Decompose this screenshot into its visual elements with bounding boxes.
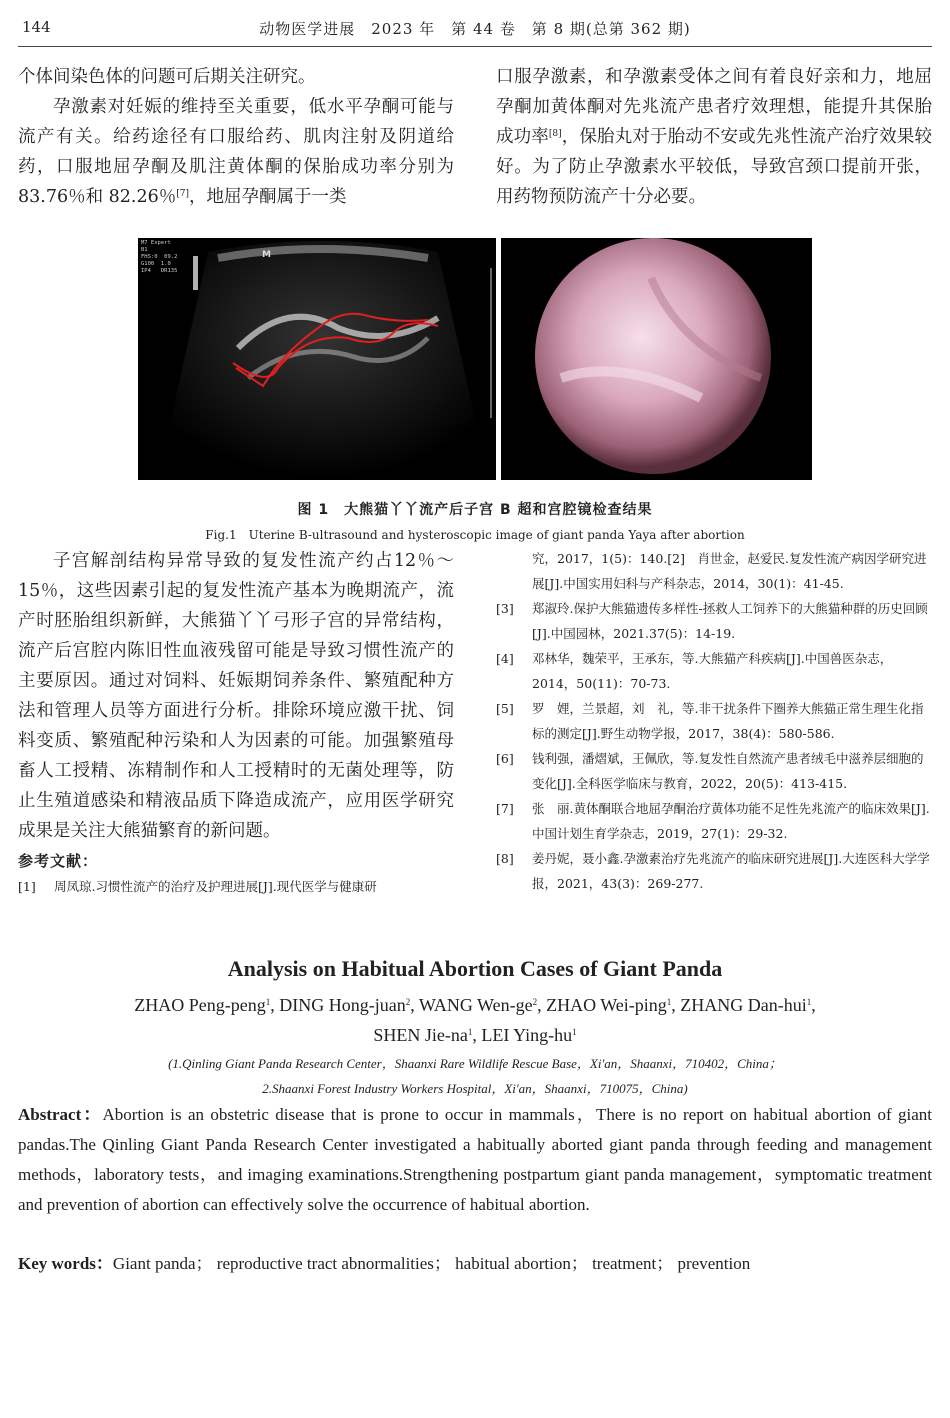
- abstract-text: Abortion is an obstetric disease that is prone to occur in mammals，There is no report on habitual abortion of giant pandas.The Qinling Giant Panda Research Center investigated a habitually aborted giant panda through feeding and management methods，laboratory tests，and imaging examinations.Strengthening postpartum giant panda management，symptomatic treatment and prevention of abortion can effectively solve the occurrence of habitual abortion.: [18, 1105, 932, 1214]
- top-left-column: [18, 62, 454, 212]
- reference-item: [3] 郑淑玲.保护大熊猫遗传多样性-拯救人工饲养下的大熊猫种群的历史回顾[J].中国园林，2021.37(5)：14-19.: [496, 601, 928, 641]
- reference-item: [8] 姜丹妮，聂小鑫.孕激素治疗先兆流产的临床研究进展[J].大连医科大学学报，2021，43(3)：269-277.: [496, 851, 930, 891]
- citation: [7]: [176, 189, 190, 199]
- keywords-label: Key words：: [18, 1254, 113, 1273]
- top-right-column: [496, 62, 932, 212]
- author: WANG Wen-ge: [418, 995, 533, 1015]
- figure-1: [138, 238, 812, 480]
- keywords: [18, 1249, 932, 1279]
- figure-caption-zh: 图 1 大熊猫丫丫流产后子宫 B 超和宫腔镜检查结果: [297, 502, 653, 518]
- abstract-label: Abstract：: [18, 1105, 103, 1124]
- paragraph: 孕激素对妊娠的维持至关重要，低水平孕酮可能与流产有关。给药途径有口服给药、肌肉注射及阴道给药，口服地屈孕酮及肌注黄体酮的保胎成功率分别为83.76％和 82.26％[7]，地屈孕酮属于一类: [18, 97, 454, 207]
- affiliation-1: (1.Qinling Giant Panda Research Center，Shaanxi Rare Wildlife Rescue Base，Xi'an，Shaanxi，710402，China；: [168, 1056, 782, 1071]
- page-header: [18, 14, 932, 47]
- paragraph: 子宫解剖结构异常导致的复发性流产约占12％～15％，这些因素引起的复发性流产基本为晚期流产，流产时胚胎组织新鲜，大熊猫丫丫弓形子宫的异常结构，流产后宫腔内陈旧性血液残留可能是导致习惯性流产的主要原因。通过对饲料、妊娠期饲养条件、繁殖配种方法和管理人员等方面进行分析。排除环境应激干扰、饲料变质、繁殖配种污染和人为因素的可能。加强繁殖母畜人工授精、冻精制作和人工授精时的无菌处理等，防止生殖道感染和精液品质下降造成流产，应用医学研究成果是关注大熊猫繁育的新问题。: [18, 551, 454, 841]
- keywords-text: Giant panda； reproductive tract abnormalities； habitual abortion； treatment； prevention: [112, 1254, 751, 1273]
- reference-item: [1] 周凤琼.习惯性流产的治疗及护理进展[J].现代医学与健康研: [18, 879, 377, 894]
- ultrasound-info-text: M7 Expert B1 FHS:0 09.2 G100 1.0 IP4 DR135: [141, 240, 178, 274]
- page-number: 144: [22, 18, 51, 36]
- affiliation-2: 2.Shaanxi Forest Industry Workers Hospital，Xi'an，Shaanxi，710075，China): [262, 1081, 688, 1096]
- ultrasound-image: [138, 238, 496, 480]
- author: DING Hong-juan: [279, 995, 406, 1015]
- journal-line: 动物医学进展 2023 年 第 44 卷 第 8 期(总第 362 期): [259, 20, 691, 38]
- bottom-left-column: [18, 546, 454, 899]
- reference-item: [5] 罗 娌，兰景超，刘 礼，等.非干扰条件下圈养大熊猫正常生理生化指标的测定[J].野生动物学报，2017，38(4)：580-586.: [496, 701, 924, 741]
- references-right: [496, 546, 932, 896]
- paragraph: 口服孕激素，和孕激素受体之间有着良好亲和力，地屈孕酮加黄体酮对先兆流产患者疗效理想，能提升其保胎成功率[8]，保胎丸对于胎动不安或先兆性流产治疗效果较好。为了防止孕激素水平较低，导致宫颈口提前开张，用药物预防流产十分必要。: [496, 67, 932, 207]
- abstract: [18, 1100, 932, 1220]
- reference-item: [6] 钱利强，潘熠斌，王佩欣，等.复发性自然流产患者绒毛中滋养层细胞的变化[J].全科医学临床与教育，2022，20(5)：413-415.: [496, 751, 924, 791]
- reference-item: [7] 张 丽.黄体酮联合地屈孕酮治疗黄体功能不足性先兆流产的临床效果[J].中国计划生育学杂志，2019，27(1)：29-32.: [496, 801, 930, 841]
- references-heading: 参考文献：: [18, 852, 99, 870]
- english-title: Analysis on Habitual Abortion Cases of Giant Panda: [227, 956, 723, 981]
- hysteroscopy-image: [501, 238, 812, 480]
- author: ZHANG Dan-hui: [680, 995, 807, 1015]
- citation: [8]: [548, 129, 562, 139]
- author: LEI Ying-hu: [481, 1025, 573, 1045]
- author: SHEN Jie-na: [373, 1025, 468, 1045]
- reference-item: [4] 邓林华，魏荣平，王承东，等.大熊猫产科疾病[J].中国兽医杂志，2014，50(11)：70-73.: [496, 651, 893, 691]
- reference-continuation: 究，2017，1(5)：140.[2] 肖世金，赵爱民.复发性流产病因学研究进展[J].中国实用妇科与产科杂志，2014，30(1)：41-45.: [532, 551, 927, 591]
- ultrasound-logo: M: [262, 250, 271, 260]
- author-list: ZHAO Peng-peng$^1$, DING Hong-juan$^2$, WANG Wen-$ge^2$, ZHAO Wei-ping$^1$, ZHANG Dan-hui$^1$, SHEN Jie-$na^1$, LEI Ying-$hu^1$: [134, 995, 816, 1045]
- paragraph: 个体间染色体的问题可后期关注研究。: [18, 67, 316, 87]
- figure-caption-en: Fig.1 Uterine B-ultrasound and hysteroscopic image of giant panda Yaya after abortion: [205, 528, 745, 542]
- author: ZHAO Wei-ping: [546, 995, 667, 1015]
- author: ZHAO Peng-peng: [134, 995, 266, 1015]
